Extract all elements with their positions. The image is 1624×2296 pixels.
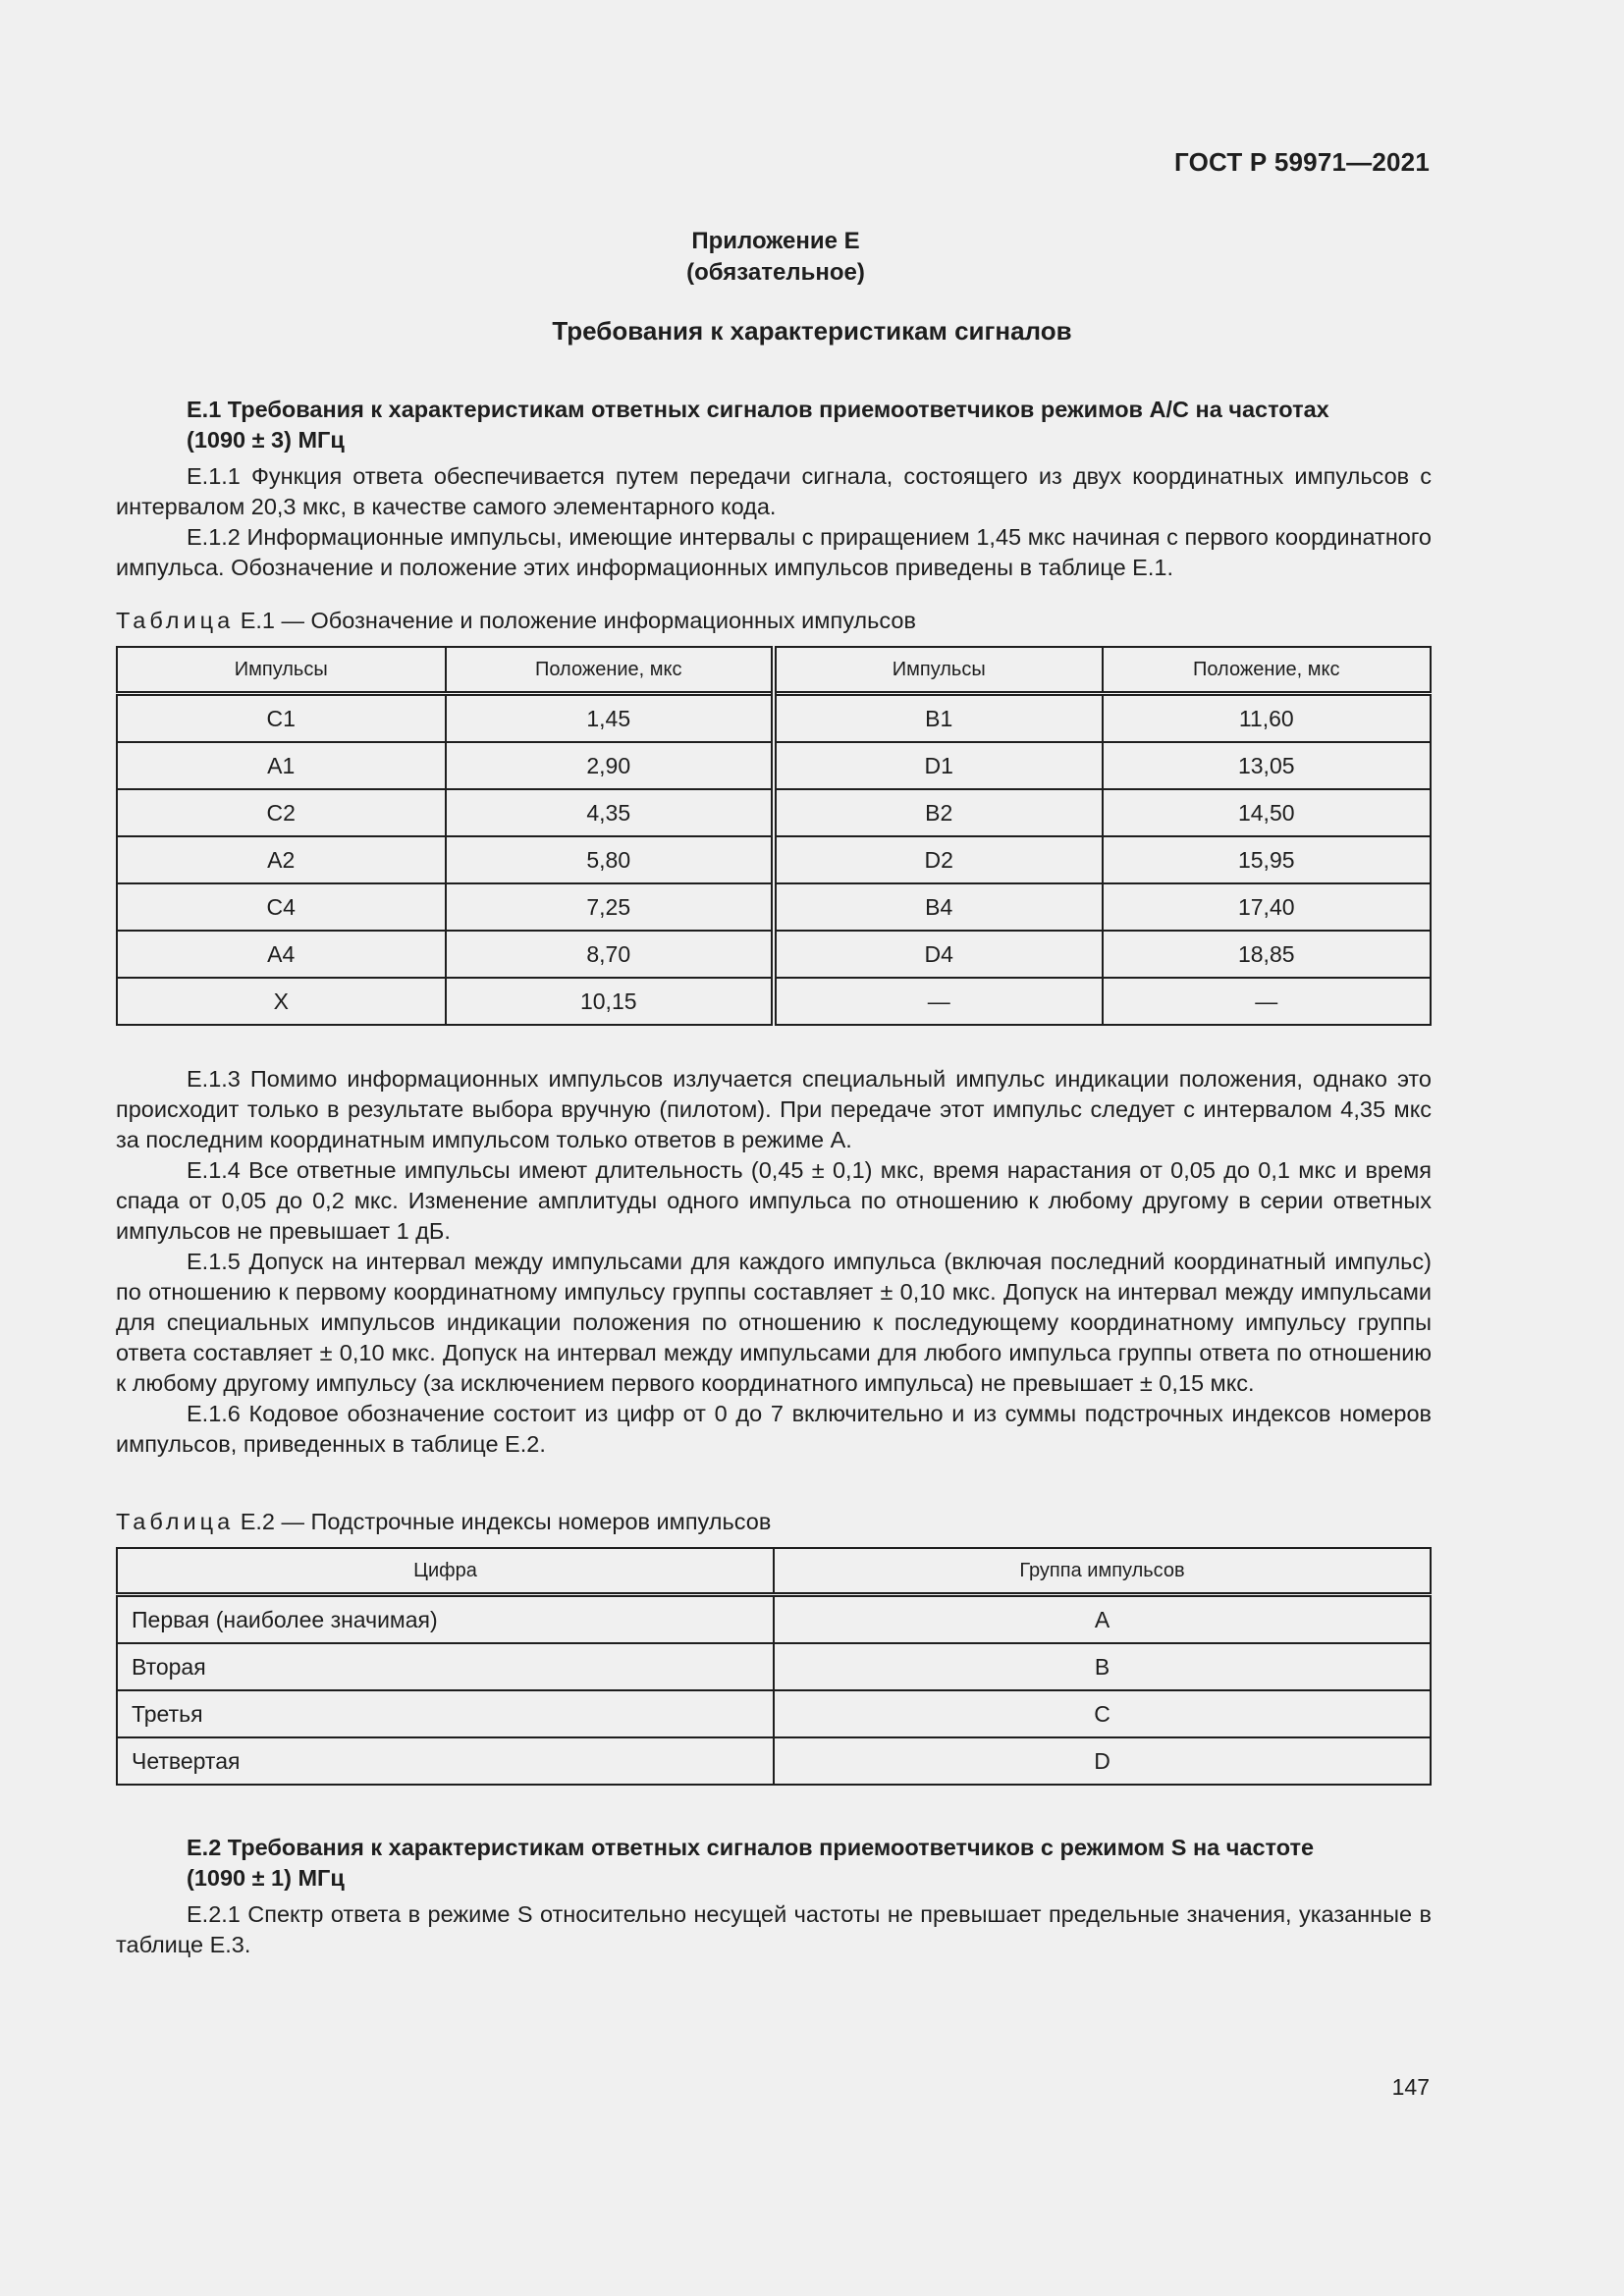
table-cell: 15,95	[1103, 836, 1432, 883]
table-e2-block	[116, 1507, 1432, 1786]
table-cell: Вторая	[117, 1643, 774, 1690]
table-row	[117, 836, 1431, 883]
section-e1	[116, 395, 1432, 583]
table-cell: Первая (наиболее значимая)	[117, 1595, 774, 1644]
table-cell: 7,25	[446, 883, 775, 931]
table-row	[117, 883, 1431, 931]
table-e1	[116, 646, 1432, 1026]
paragraph-e1-2: Е.1.2 Информационные импульсы, имеющие интервалы с приращением 1,45 мкс начиная с первого координатного импульса. Обозначение и положение этих информационных импульсов приведены в таблице Е.1.	[116, 524, 1432, 580]
paragraph-e1-6: Е.1.6 Кодовое обозначение состоит из цифр от 0 до 7 включительно и из суммы подстрочных индексов номеров импульсов, приведенных в таблице Е.2.	[116, 1401, 1432, 1457]
table-cell: 1,45	[446, 694, 775, 743]
table-row	[117, 1737, 1431, 1785]
table-cell: C1	[117, 694, 446, 743]
table-row	[117, 1690, 1431, 1737]
appendix-title: Приложение Е	[691, 228, 860, 254]
table-e1-block	[116, 606, 1432, 1026]
paragraph-e1-4: Е.1.4 Все ответные импульсы имеют длительность (0,45 ± 0,1) мкс, время нарастания от 0,05 до 0,1 мкс и время спада от 0,05 до 0,2 мкс. Изменение амплитуды одного импульса по отношению к любому другому в серии ответных импульсов не превышает 1 дБ.	[116, 1157, 1432, 1244]
appendix-status: (обязательное)	[686, 259, 865, 286]
table-row	[117, 931, 1431, 978]
table-cell: B2	[774, 789, 1103, 836]
heading-e1-line2: (1090 ± 3) МГц	[187, 427, 345, 453]
table-cell: C2	[117, 789, 446, 836]
table-cell: 14,50	[1103, 789, 1432, 836]
table-cell: A4	[117, 931, 446, 978]
table-cell: D4	[774, 931, 1103, 978]
table-header-cell: Цифра	[117, 1548, 774, 1595]
section-e2	[116, 1833, 1432, 1960]
appendix-title-block	[0, 226, 1551, 289]
table-cell: A	[774, 1595, 1431, 1644]
document-header: ГОСТ Р 59971—2021	[1174, 147, 1430, 177]
paragraph-e1-5: Е.1.5 Допуск на интервал между импульсами для каждого импульса (включая последний координатный импульс) по отношению к первому координатному импульсу группы составляет ± 0,10 мкс. Допуск на интервал между импульсами для специальных импульсов индикации положения по отношению к последующему координатному импульсу группы ответа составляет ± 0,10 мкс. Допуск на интервал между импульсами для любого импульса группы ответа по отношению к любому другому импульсу (за исключением первого координатного импульса) не превышает ± 0,15 мкс.	[116, 1249, 1432, 1396]
table-header-row	[117, 647, 1431, 694]
heading-e2-line2: (1090 ± 1) МГц	[187, 1865, 345, 1891]
table-cell: C4	[117, 883, 446, 931]
table-cell: —	[1103, 978, 1432, 1025]
table-e2-caption-label: Таблица	[116, 1509, 235, 1534]
table-cell: D2	[774, 836, 1103, 883]
table-header-row	[117, 1548, 1431, 1595]
table-cell: 11,60	[1103, 694, 1432, 743]
table-cell: C	[774, 1690, 1431, 1737]
table-header-cell: Положение, мкс	[1103, 647, 1432, 694]
table-e2-caption-text: Е.2 — Подстрочные индексы номеров импульсов	[240, 1509, 772, 1534]
table-header-cell: Импульсы	[774, 647, 1103, 694]
table-cell: —	[774, 978, 1103, 1025]
table-cell: A1	[117, 742, 446, 789]
table-e2-caption	[116, 1507, 1432, 1537]
table-cell: 2,90	[446, 742, 775, 789]
table-cell: Четвертая	[117, 1737, 774, 1785]
table-cell: B1	[774, 694, 1103, 743]
table-e1-caption	[116, 606, 1432, 636]
table-header-cell: Группа импульсов	[774, 1548, 1431, 1595]
table-row	[117, 694, 1431, 743]
section-title: Требования к характеристикам сигналов	[552, 316, 1072, 346]
table-row	[117, 742, 1431, 789]
heading-e2-line1: Е.2 Требования к характеристикам ответных сигналов приемоответчиков с режимом S на частоте	[187, 1835, 1315, 1860]
table-cell: B4	[774, 883, 1103, 931]
section-e1-continued	[116, 1064, 1432, 1460]
table-cell: 4,35	[446, 789, 775, 836]
table-row	[117, 1595, 1431, 1644]
table-cell: B	[774, 1643, 1431, 1690]
table-header-cell: Импульсы	[117, 647, 446, 694]
table-row	[117, 789, 1431, 836]
table-cell: 18,85	[1103, 931, 1432, 978]
table-e1-caption-text: Е.1 — Обозначение и положение информационных импульсов	[240, 608, 916, 633]
table-cell: 8,70	[446, 931, 775, 978]
table-e1-caption-label: Таблица	[116, 608, 235, 633]
page-number: 147	[1391, 2074, 1430, 2100]
table-cell: X	[117, 978, 446, 1025]
table-cell: 5,80	[446, 836, 775, 883]
table-cell: 10,15	[446, 978, 775, 1025]
table-cell: A2	[117, 836, 446, 883]
paragraph-e1-1: Е.1.1 Функция ответа обеспечивается путем передачи сигнала, состоящего из двух координатных импульсов с интервалом 20,3 мкс, в качестве самого элементарного кода.	[116, 463, 1432, 519]
table-cell: D1	[774, 742, 1103, 789]
table-cell: D	[774, 1737, 1431, 1785]
table-cell: 17,40	[1103, 883, 1432, 931]
table-row	[117, 978, 1431, 1025]
table-header-cell: Положение, мкс	[446, 647, 775, 694]
paragraph-e1-3: Е.1.3 Помимо информационных импульсов излучается специальный импульс индикации положения, однако это происходит только в результате выбора вручную (пилотом). При передаче этот импульс следует с интервалом 4,35 мкс за последним координатным импульсом только ответов в режиме А.	[116, 1066, 1432, 1152]
table-e2	[116, 1547, 1432, 1786]
table-cell: Третья	[117, 1690, 774, 1737]
table-cell: 13,05	[1103, 742, 1432, 789]
paragraph-e2-1: Е.2.1 Спектр ответа в режиме S относительно несущей частоты не превышает предельные значения, указанные в таблице Е.3.	[116, 1901, 1432, 1957]
heading-e1-line1: Е.1 Требования к характеристикам ответных сигналов приемоответчиков режимов А/С на частотах	[187, 397, 1329, 422]
table-row	[117, 1643, 1431, 1690]
